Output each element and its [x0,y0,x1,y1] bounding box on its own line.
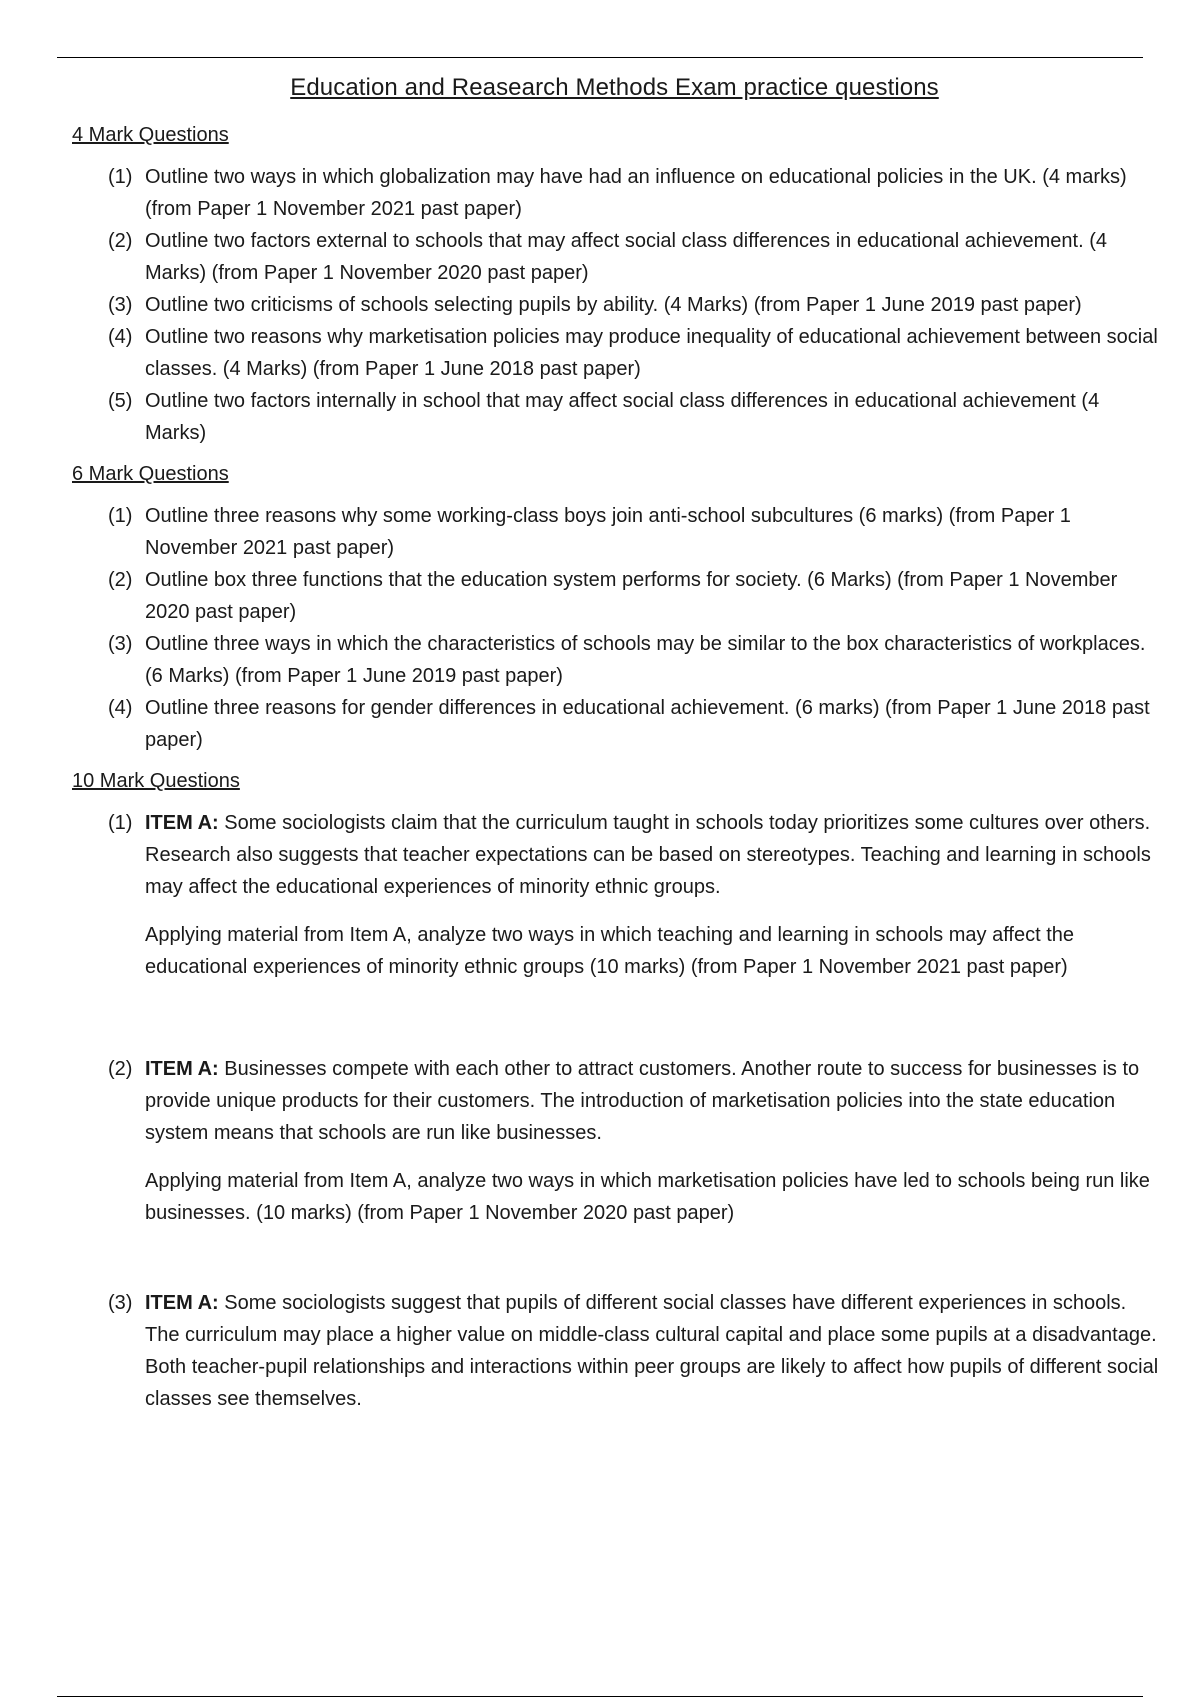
item-a-passage [145,1053,1162,1149]
question-number: (1) [108,166,133,188]
question-text: Outline two factors internally in school that may affect social class differences in educational achievement (4 Marks) [145,390,1100,444]
section-heading-4-mark: 4 Mark Questions [72,124,229,146]
question-number: (2) [108,1058,133,1080]
question-text: Applying material from Item A, analyze two ways in which marketisation policies have led to schools being run like businesses. (10 marks) (from Paper 1 November 2020 past paper) [145,1170,1150,1224]
item-a-text: Some sociologists claim that the curriculum taught in schools today prioritizes some cultures over others. Research also suggests that teacher expectations can be based on stereotypes. Teaching and learning in schools may affect the educational experiences of minority ethnic groups. [145,812,1151,898]
question-list-6-mark [72,500,1162,756]
question-number: (2) [108,230,133,252]
item-a-text: Some sociologists suggest that pupils of different social classes have different experiences in schools. The curriculum may place a higher value on middle-class cultural capital and place some pupils at a disadvantage. Both teacher-pupil relationships and interactions within peer groups are likely to affect how pupils of different social classes see themselves. [145,1292,1159,1410]
spacer [72,983,1162,1053]
question-item [72,807,1162,983]
question-number: (1) [108,505,133,527]
item-a-label: ITEM A: [145,812,219,834]
question-text: Outline two reasons why marketisation policies may produce inequality of educational achievement between social classes. (4 Marks) (from Paper 1 June 2018 past paper) [145,326,1158,380]
question-text: Outline two ways in which globalization may have had an influence on educational policies in the UK. (4 marks) (from Paper 1 November 2021 past paper) [145,166,1127,220]
question-item [72,385,1162,449]
question-item [72,161,1162,225]
question-item [72,321,1162,385]
question-item [72,692,1162,756]
question-item [72,225,1162,289]
item-a-text: Businesses compete with each other to attract customers. Another route to success for businesses is to provide unique products for their customers. The introduction of marketisation policies into the state education system means that schools are run like businesses. [145,1058,1140,1144]
item-a-passage [145,1287,1162,1415]
question-number: (3) [108,1292,133,1314]
section-heading-10-mark: 10 Mark Questions [72,770,240,792]
section-heading-6-mark: 6 Mark Questions [72,463,229,485]
item-a-label: ITEM A: [145,1058,219,1080]
item-a-passage [145,807,1162,903]
question-text: Outline three ways in which the characteristics of schools may be similar to the box characteristics of workplaces. (6 Marks) (from Paper 1 June 2019 past paper) [145,633,1146,687]
top-rule [57,57,1143,58]
document-page [72,70,1162,1429]
question-text: Outline two criticisms of schools selecting pupils by ability. (4 Marks) (from Paper 1 June 2019 past paper) [145,294,1082,316]
question-item [72,564,1162,628]
question-number: (3) [108,633,133,655]
question-item [72,1053,1162,1229]
question-number: (2) [108,569,133,591]
question-list-4-mark [72,161,1162,449]
question-number: (4) [108,326,133,348]
question-item [72,628,1162,692]
page-title: Education and Reasearch Methods Exam practice questions [290,74,939,101]
spacer [72,1229,1162,1287]
question-item [72,289,1162,321]
question-text: Applying material from Item A, analyze two ways in which teaching and learning in schools may affect the educational experiences of minority ethnic groups (10 marks) (from Paper 1 November 2021 past paper) [145,924,1074,978]
bottom-rule [57,1696,1143,1697]
question-number: (4) [108,697,133,719]
question-text: Outline box three functions that the education system performs for society. (6 Marks) (from Paper 1 November 2020 past paper) [145,569,1118,623]
question-text: Outline two factors external to schools that may affect social class differences in educational achievement. (4 Marks) (from Paper 1 November 2020 past paper) [145,230,1107,284]
question-item [72,1287,1162,1415]
question-text: Outline three reasons for gender differences in educational achievement. (6 marks) (from Paper 1 June 2018 past paper) [145,697,1150,751]
question-list-10-mark [72,807,1162,1415]
item-a-label: ITEM A: [145,1292,219,1314]
question-text: Outline three reasons why some working-class boys join anti-school subcultures (6 marks) (from Paper 1 November 2021 past paper) [145,505,1071,559]
question-number: (1) [108,812,133,834]
question-number: (5) [108,390,133,412]
question-item [72,500,1162,564]
question-number: (3) [108,294,133,316]
